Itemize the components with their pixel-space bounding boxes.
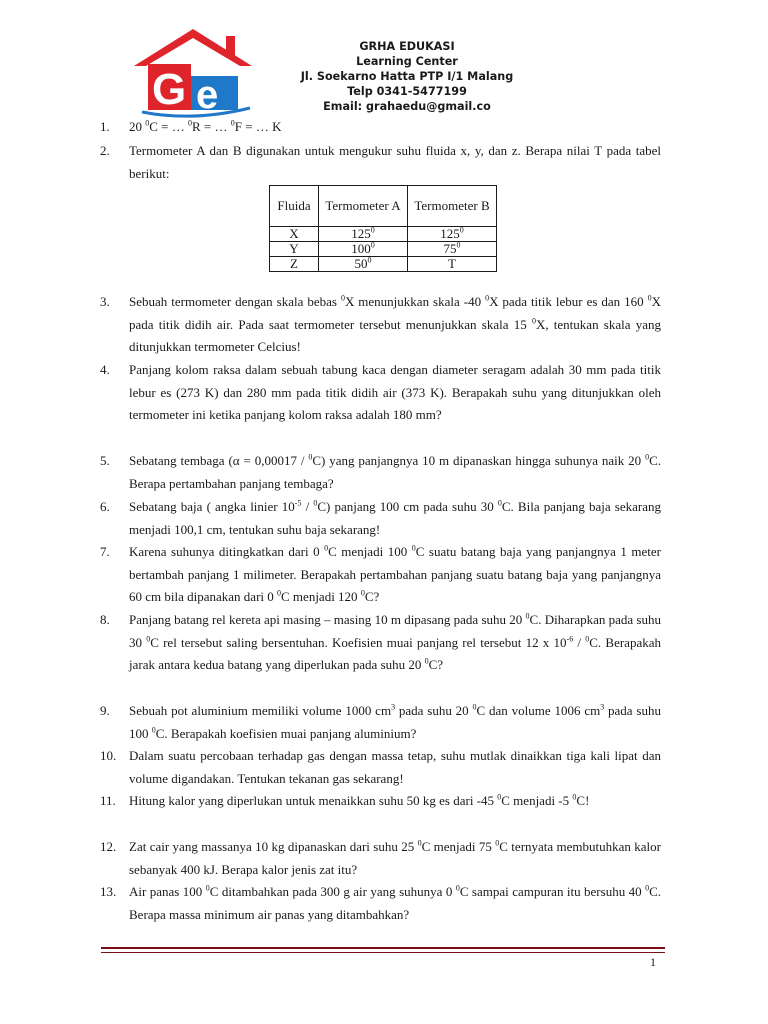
table-row: Z $50^0$ T — [270, 257, 497, 272]
question-9 — [100, 700, 661, 745]
thermometer-table — [269, 185, 497, 272]
question-13 — [100, 881, 661, 926]
question-text: Sebuah termometer dengan skala bebas $^0$X menunjukkan skala -40 $^0$X pada titik lebur es dan 160 $^0$X pada titik didih air. Pada saat termometer tersebut menunjukkan skala 15 $^0$X, tentukan skala yang ditunjukkan termometer Celcius! — [129, 293, 661, 355]
question-number: 2. — [100, 143, 110, 158]
question-number: 10. — [100, 748, 117, 763]
table-row: X $125^0$ $125^0$ — [270, 227, 497, 242]
table-header-termometer-a: Termometer A — [319, 186, 408, 227]
question-text: Air panas 100 $^0$C ditambahkan pada 300 g air yang suhunya 0 $^0$C sampai campuran itu bersuhu 40 $^0$C. Berapa massa minimum air panas yang ditambahkan? — [129, 883, 661, 922]
svg-text:G: G — [152, 65, 187, 114]
svg-text:e: e — [196, 73, 219, 117]
question-text: Panjang batang rel kereta api masing – masing 10 m dipasang pada suhu 20 $^0$C. Diharapkan pada suhu 30 $^0$C rel tersebut saling bersentuhan. Koefisien muai panjang rel tersebut 12 x $10^{-6} / ^0C$. Berapakah jarak antara kedua batang yang diperlukan pada suhu 20 $^0$C? — [129, 611, 661, 673]
org-phone: Telp 0341-5477199 — [347, 85, 467, 99]
question-4 — [100, 359, 661, 427]
question-text: Sebatang baja ( angka linier $10^{-5} / ^0C$) panjang 100 cm pada suhu 30 $^0$C. Bila panjang baja sekarang menjadi 100,1 cm, tentukan suhu baja sekarang! — [129, 498, 661, 537]
question-number: 11. — [100, 793, 116, 808]
table-header-termometer-b: Termometer B — [408, 186, 497, 227]
table-header-fluida: Fluida — [270, 186, 319, 227]
question-5 — [100, 450, 661, 495]
question-text: Termometer A dan B digunakan untuk mengukur suhu fluida x, y, dan z. Berapa nilai T pada tabel berikut: — [129, 143, 661, 181]
question-8 — [100, 609, 661, 677]
org-subtitle: Learning Center — [356, 55, 458, 69]
question-number: 7. — [100, 544, 110, 559]
question-3 — [100, 291, 661, 359]
question-text: Sebuah pot aluminium memiliki volume 1000 $cm^3$ pada suhu 20 $^0$C dan volume 1006 $cm^3$ pada suhu 100 $^0$C. Berapakah koefisien muai panjang aluminium? — [129, 702, 661, 741]
footer-rule-thin — [101, 952, 665, 953]
question-text: Dalam suatu percobaan terhadap gas dengan massa tetap, suhu mutlak dinaikkan tiga kali lipat dan volume digandakan. Tentukan tekanan gas sekarang! — [129, 748, 661, 786]
question-text: 20 $^0$C = … $^0$R = … $^0$F = … K — [129, 118, 282, 134]
page-number: 1 — [650, 955, 656, 969]
question-number: 1. — [100, 119, 110, 134]
question-11 — [100, 790, 661, 813]
org-name: GRHA EDUKASI — [359, 40, 455, 53]
question-6 — [100, 496, 661, 541]
question-number: 9. — [100, 703, 110, 718]
question-2 — [100, 140, 661, 185]
question-text: Hitung kalor yang diperlukan untuk menaikkan suhu 50 kg es dari -45 $^0$C menjadi -5 $^0$C! — [129, 792, 590, 808]
question-7 — [100, 541, 661, 609]
question-text: Sebatang tembaga (α = 0,00017 / $^0$C) yang panjangnya 10 m dipanaskan hingga suhunya naik 20 $^0$C. Berapa pertambahan panjang tembaga? — [129, 452, 661, 491]
question-number: 6. — [100, 499, 110, 514]
institution-header — [262, 39, 552, 114]
question-12 — [100, 836, 661, 881]
question-number: 13. — [100, 884, 117, 899]
question-number: 5. — [100, 453, 110, 468]
footer-rule — [101, 947, 665, 949]
org-address: Jl. Soekarno Hatta PTP I/1 Malang — [300, 70, 514, 84]
question-1 — [100, 116, 661, 139]
question-text: Karena suhunya ditingkatkan dari 0 $^0$C menjadi 100 $^0$C suatu batang baja yang panjangnya 1 meter bertambah panjang 1 milimeter. Berapakah pertambahan panjang suatu batang baja yang panjangnya 60 cm bila dipanakan dari 0 $^0$C menjadi 120 $^0$C? — [129, 543, 662, 605]
question-number: 3. — [100, 294, 110, 309]
question-text: Zat cair yang massanya 10 kg dipanaskan dari suhu 25 $^0$C menjadi 75 $^0$C ternyata membutuhkan kalor sebanyak 400 kJ. Berapa kalor jenis zat itu? — [129, 838, 662, 877]
question-number: 4. — [100, 362, 110, 377]
question-number: 12. — [100, 839, 117, 854]
table-row: Y $100^0$ $75^0$ — [270, 242, 497, 257]
question-10 — [100, 745, 661, 790]
question-number: 8. — [100, 612, 110, 627]
question-text: Panjang kolom raksa dalam sebuah tabung kaca dengan diameter seragam adalah 30 mm pada titik lebur es (273 K) dan 280 mm pada titik didih air (373 K). Berapakah suhu yang ditunjukkan oleh termometer ini ketika panjang kolom raksa adalah 180 mm? — [129, 362, 661, 423]
org-email: Email: grahaedu@gmail.co — [323, 100, 491, 114]
grha-edukasi-logo — [128, 26, 258, 118]
